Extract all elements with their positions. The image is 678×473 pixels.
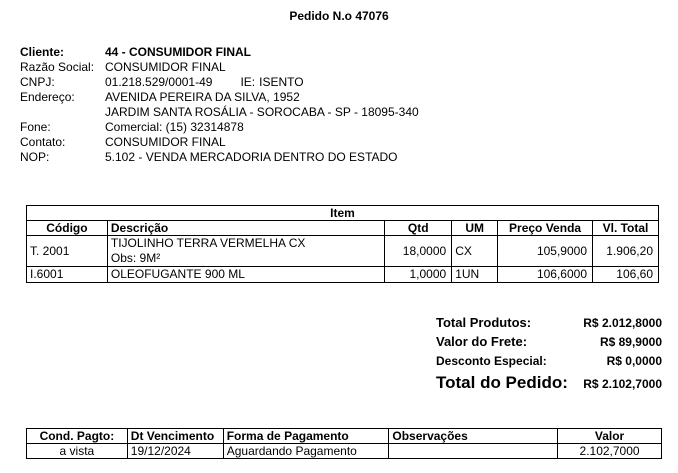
- item-obs: Obs: 9M²: [110, 251, 161, 265]
- col-observacoes: Observações: [389, 429, 558, 444]
- valor-frete-label: Valor do Frete:: [436, 334, 528, 349]
- cell-preco: 106,6000: [498, 267, 593, 283]
- razao-social-label: Razão Social:: [20, 60, 95, 74]
- cell-preco: 105,9000: [498, 236, 593, 267]
- contato-label: Contato:: [20, 135, 66, 149]
- col-descricao: Descrição: [107, 221, 384, 236]
- items-header-row: [27, 206, 659, 221]
- cnpj-value: 01.218.529/0001-49: [105, 75, 213, 89]
- cell-forma-pagamento: Aguardando Pagamento: [223, 444, 389, 459]
- ie-value: ISENTO: [259, 75, 304, 89]
- razao-social-value: CONSUMIDOR FINAL: [105, 60, 226, 74]
- col-cond-pagto: Cond. Pagto:: [27, 429, 128, 444]
- document-title: Pedido N.o 47076: [289, 9, 389, 23]
- item-description: TIJOLINHO TERRA VERMELHA CX: [110, 236, 306, 250]
- cnpj-row: [20, 75, 419, 90]
- desconto-value: R$ 0,0000: [606, 354, 662, 368]
- endereco-label: Endereço:: [20, 90, 75, 104]
- cell-um: CX: [452, 236, 498, 267]
- cell-total: 1.906,20: [593, 236, 659, 267]
- total-produtos-row: [436, 315, 662, 334]
- col-valor: Valor: [558, 429, 662, 444]
- items-header: Item: [27, 206, 659, 221]
- table-row: [27, 236, 659, 267]
- total-pedido-row: [436, 373, 662, 397]
- desconto-label: Desconto Especial:: [436, 354, 547, 368]
- nop-label: NOP:: [20, 150, 50, 164]
- cell-qtd: 18,0000: [385, 236, 452, 267]
- cell-descricao: [107, 236, 384, 267]
- nop-row: [20, 150, 419, 165]
- items-table: [26, 205, 659, 283]
- col-preco: Preço Venda: [498, 221, 593, 236]
- valor-frete-row: [436, 334, 662, 354]
- total-produtos-value: R$ 2.012,8000: [583, 316, 662, 330]
- cell-observacoes: [389, 444, 558, 459]
- endereco-row-2: [20, 105, 419, 120]
- cliente-label: Cliente:: [20, 45, 65, 59]
- cell-valor: 2.102,7000: [558, 444, 662, 459]
- fone-label: Fone:: [20, 120, 51, 134]
- endereco-row: [20, 90, 419, 105]
- col-dt-vencimento: Dt Vencimento: [127, 429, 223, 444]
- payment-header-row: [27, 429, 662, 444]
- total-pedido-value: R$ 2.102,7000: [583, 377, 662, 391]
- endereco-line1: AVENIDA PEREIRA DA SILVA, 1952: [105, 90, 300, 104]
- cliente-row: [20, 45, 419, 60]
- cell-cond-pagto: a vista: [27, 444, 128, 459]
- desconto-row: [436, 354, 662, 373]
- endereco-line2: JARDIM SANTA ROSÁLIA - SOROCABA - SP - 18095-340: [105, 105, 419, 119]
- col-forma-pagamento: Forma de Pagamento: [223, 429, 389, 444]
- col-qtd: Qtd: [385, 221, 452, 236]
- cell-codigo: I.6001: [27, 267, 108, 283]
- table-row: [27, 267, 659, 283]
- cell-um: 1UN: [452, 267, 498, 283]
- cell-descricao: OLEOFUGANTE 900 ML: [107, 267, 384, 283]
- cnpj-label: CNPJ:: [20, 75, 55, 89]
- payment-table: [26, 428, 662, 459]
- razao-social-row: [20, 60, 419, 75]
- items-columns-row: [27, 221, 659, 236]
- cell-codigo: T. 2001: [27, 236, 108, 267]
- cliente-value: 44 - CONSUMIDOR FINAL: [105, 45, 252, 59]
- valor-frete-value: R$ 89,9000: [599, 335, 662, 349]
- ie-label: IE:: [240, 75, 256, 89]
- totals-block: [436, 315, 662, 397]
- fone-value: Comercial: (15) 32314878: [105, 120, 244, 134]
- total-produtos-label: Total Produtos:: [436, 315, 532, 330]
- contato-row: [20, 135, 419, 150]
- table-row: [27, 444, 662, 459]
- fone-row: [20, 120, 419, 135]
- endereco-spacer: [20, 105, 105, 120]
- total-pedido-label: Total do Pedido:: [436, 373, 568, 392]
- cell-dt-vencimento: 19/12/2024: [127, 444, 223, 459]
- customer-info: [20, 45, 419, 165]
- col-codigo: Código: [27, 221, 108, 236]
- contato-value: CONSUMIDOR FINAL: [105, 135, 226, 149]
- cell-total: 106,60: [593, 267, 659, 283]
- nop-value: 5.102 - VENDA MERCADORIA DENTRO DO ESTADO: [105, 150, 398, 164]
- cell-qtd: 1,0000: [385, 267, 452, 283]
- col-um: UM: [452, 221, 498, 236]
- col-total: Vl. Total: [593, 221, 659, 236]
